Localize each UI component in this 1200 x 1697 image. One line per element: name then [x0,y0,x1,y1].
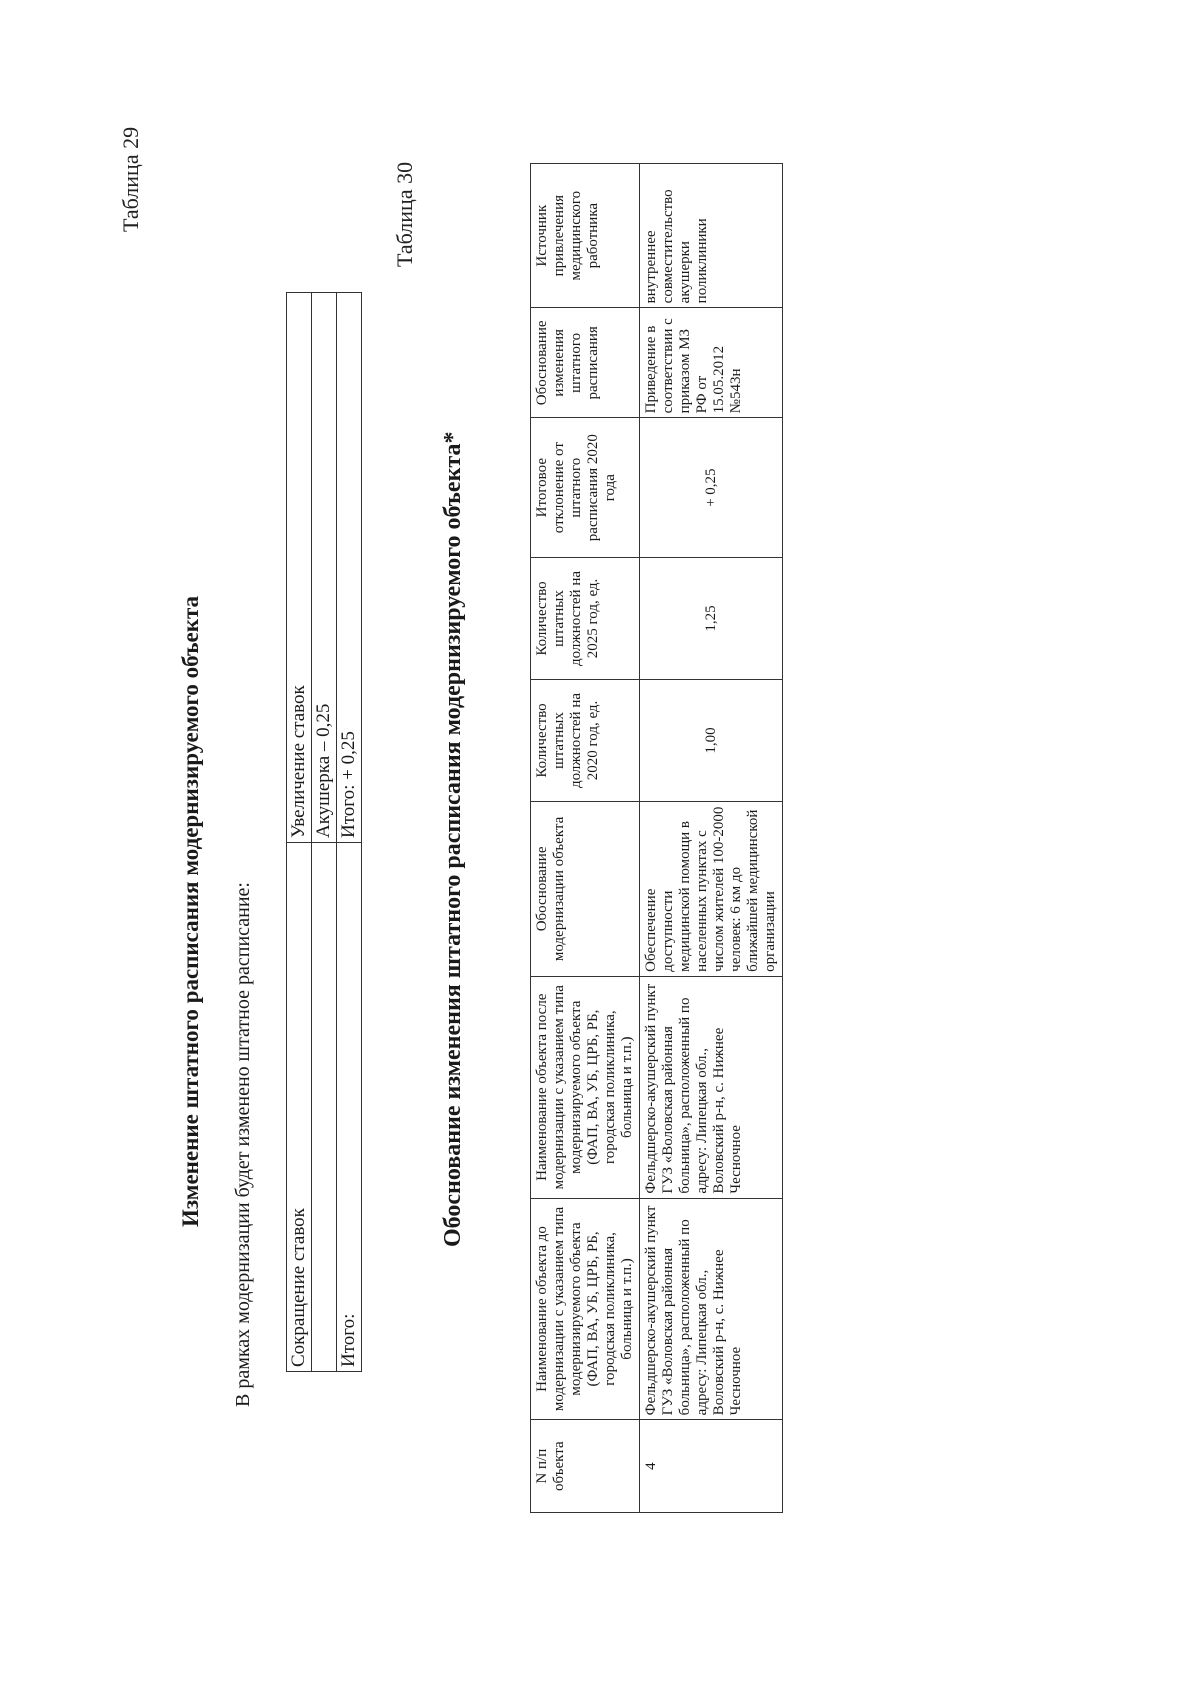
table30-label: Таблица 30 [392,161,417,267]
table30-cell-reason: Обеспечение доступности медицинской помощи в населенных пунктах с числом жителей 100-2000 человек: 6 км до ближайшей медицинской организации [640,802,783,977]
table29-cell: Итого: [337,843,362,1372]
table-row [337,293,362,1372]
table29-label: Таблица 29 [118,126,143,232]
table-header-row [531,164,640,1513]
table-row [287,293,312,1372]
table29-cell [312,843,337,1372]
table30-cell-before: Фельдшерско-акушерский пункт ГУЗ «Воловская районная больница», расположенный по адресу: Липецкая обл., Воловский р-н, с. Нижнее Чесночное [640,1198,783,1420]
table30-cell-count2025: 1,25 [640,557,783,679]
table30-cell-source: внутреннее совместительство акушерки поликлиники [640,164,783,308]
table29-cell: Итого: + 0,25 [337,293,362,843]
table30-title: Обоснование изменения штатного расписания модернизируемого объекта* [440,431,466,1247]
table29-cell: Увеличение ставок [287,293,312,843]
table30 [530,163,783,1513]
table29-cell: Сокращение ставок [287,843,312,1372]
table30-header: Обоснование изменения штатного расписания [531,308,640,418]
table30-header: Итоговое отклонение от штатного расписания 2020 года [531,418,640,558]
table30-header: Наименование объекта после модернизации с указанием типа модернизируемого объекта (ФАП, ВА, УБ, ЦРБ, РБ, городская поликлиника, больница и т.п.) [531,976,640,1198]
table29-title: Изменение штатного расписания модернизируемого объекта [178,595,203,1227]
table-row [312,293,337,1372]
table30-header: Источник привлечения медицинского работника [531,164,640,308]
table30-header: Количество штатных должностей на 2020 год, ед. [531,679,640,801]
table-row [640,164,783,1513]
table30-header: Количество штатных должностей на 2025 год, ед. [531,557,640,679]
table30-cell-count2020: 1,00 [640,679,783,801]
table30-header: Наименование объекта до модернизации с указанием типа модернизируемого объекта (ФАП, ВА, УБ, ЦРБ, РБ, городская поликлиника, больница и т.п.) [531,1198,640,1420]
table30-cell-deviation: + 0,25 [640,418,783,558]
table29-cell: Акушерка – 0,25 [312,293,337,843]
table29-intro: В рамках модернизации будет изменено штатное расписание: [232,882,254,1407]
table30-header: Обоснование модернизации объекта [531,802,640,977]
table30-cell-justification: Приведение в соответствии с приказом МЗ РФ от 15.05.2012 №543н [640,308,783,418]
table29 [286,292,362,1372]
table30-cell-after: Фельдшерско-акушерский пункт ГУЗ «Воловская районная больница», расположенный по адресу: Липецкая обл., Воловский р-н, с. Нижнее Чесночное [640,976,783,1198]
table30-cell-num: 4 [640,1420,783,1513]
table30-header: N п/п объекта [531,1420,640,1513]
